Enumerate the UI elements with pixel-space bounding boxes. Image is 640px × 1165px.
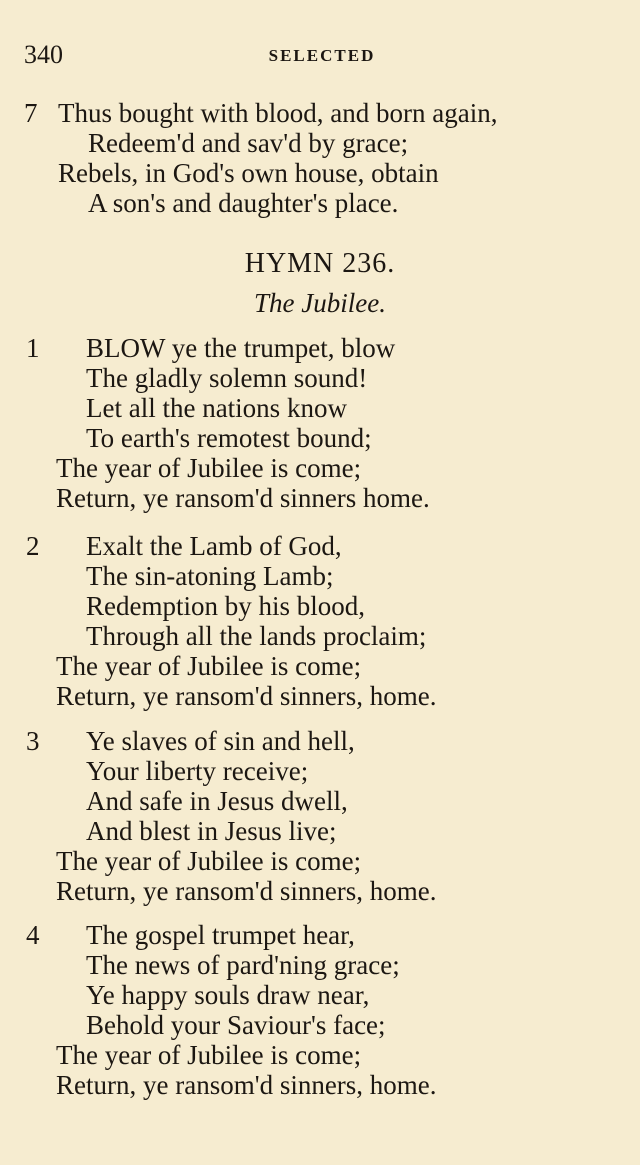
verse-line: Rebels, in God's own house, obtain [58,158,439,188]
verse-line: The gospel trumpet hear, [86,920,355,950]
verse-line: The gladly solemn sound! [86,363,368,393]
verse-line: Behold your Saviour's face; [86,1010,386,1040]
verse-line: BLOW ye the trumpet, blow [86,333,396,363]
page-number: 340 [24,40,63,69]
verse-line: Let all the nations know [86,393,347,423]
stanza-number: 2 [26,531,40,561]
verse-line: Return, ye ransom'd sinners, home. [56,681,437,711]
verse-line: Redemption by his blood, [86,591,365,621]
verse-line: The year of Jubilee is come; [56,846,362,876]
verse-line: The year of Jubilee is come; [56,453,362,483]
stanza-number: 4 [26,920,40,950]
verse-line: Thus bought with blood, and born again, [58,98,498,128]
verse-line: The news of pard'ning grace; [86,950,400,980]
verse-line: Return, ye ransom'd sinners home. [56,483,430,513]
verse-line: Ye happy souls draw near, [86,980,370,1010]
verse-line: And blest in Jesus live; [86,816,337,846]
verse-line: Return, ye ransom'd sinners, home. [56,876,437,906]
running-head: SELECTED [268,46,376,65]
verse-line: The year of Jubilee is come; [56,651,362,681]
verse-line: The year of Jubilee is come; [56,1040,362,1070]
stanza-number: 7 [24,98,38,128]
stanza-number: 1 [26,333,40,363]
verse-line: The sin-atoning Lamb; [86,561,334,591]
verse-line: Your liberty receive; [86,756,309,786]
hymn-title: HYMN 236. [244,248,396,279]
verse-line: Exalt the Lamb of God, [86,531,342,561]
verse-line: A son's and daughter's place. [88,188,399,218]
verse-line: Redeem'd and sav'd by grace; [88,128,409,158]
verse-line: To earth's remotest bound; [86,423,372,453]
hymn-subtitle: The Jubilee. [254,288,386,318]
verse-line: Return, ye ransom'd sinners, home. [56,1070,437,1100]
verse-line: And safe in Jesus dwell, [86,786,348,816]
verse-line: Ye slaves of sin and hell, [86,726,355,756]
page-header [24,40,600,72]
stanza-number: 3 [26,726,40,756]
verse-line: Through all the lands proclaim; [86,621,427,651]
